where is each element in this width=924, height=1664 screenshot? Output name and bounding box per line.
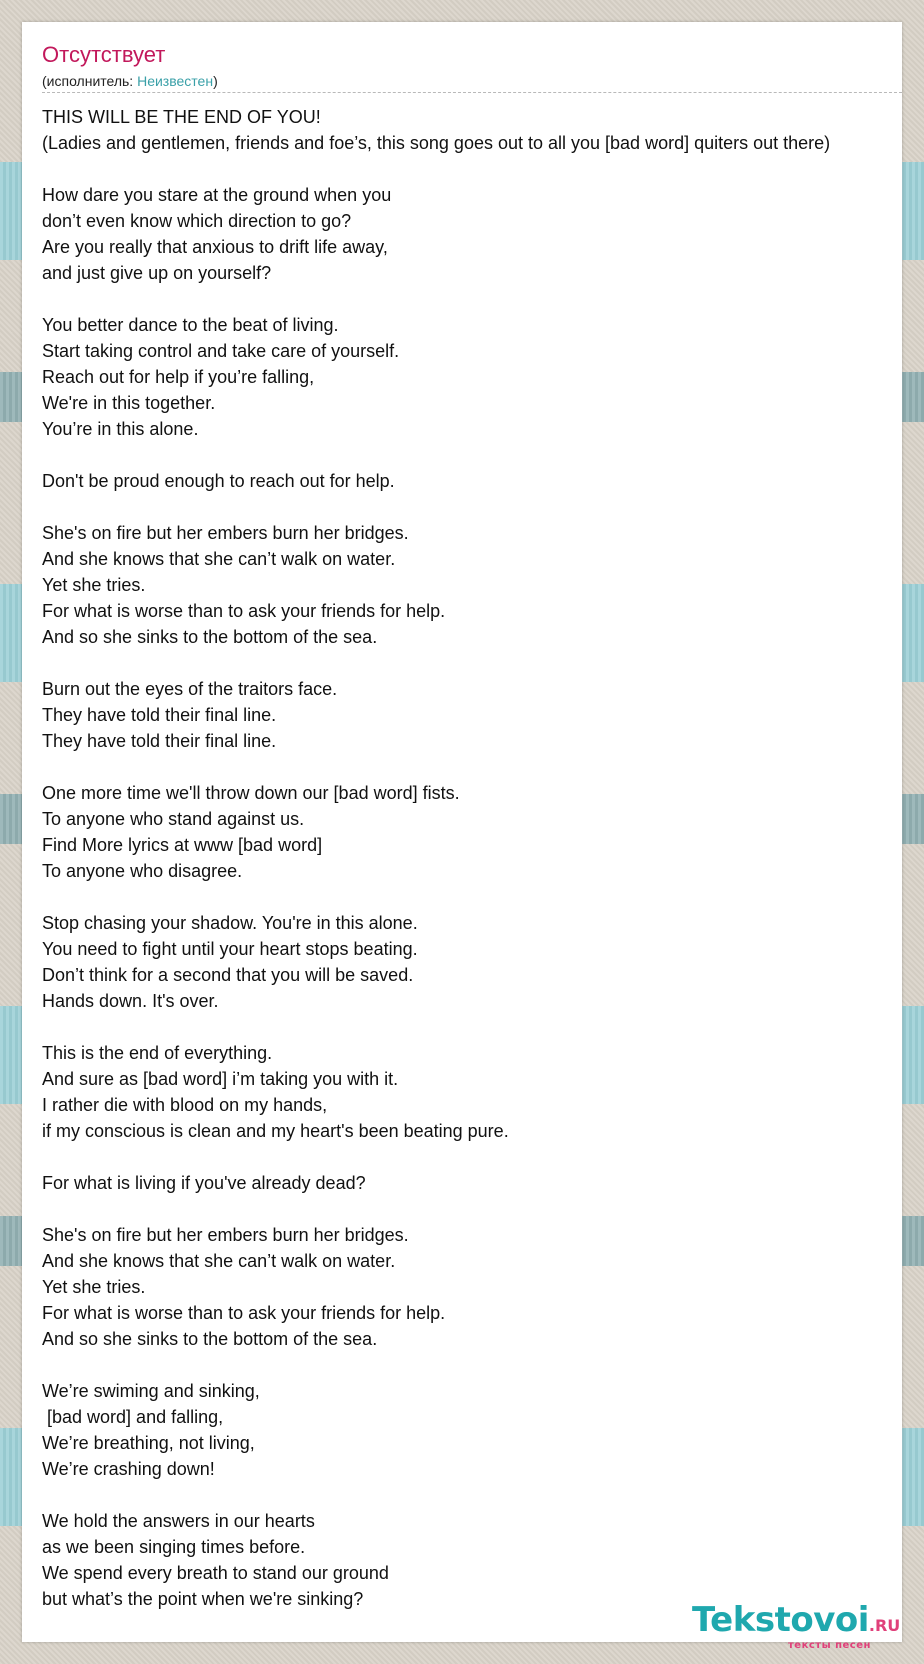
lyric-line: Yet she tries. <box>42 575 146 595</box>
logo-tld: .RU <box>868 1616 901 1635</box>
lyric-line: but what’s the point when we're sinking? <box>42 1589 364 1609</box>
lyric-line: And so she sinks to the bottom of the sea. <box>42 1329 378 1349</box>
lyric-line: We spend every breath to stand our ground <box>42 1563 389 1583</box>
lyric-line: and just give up on yourself? <box>42 263 272 283</box>
lyrics-card <box>22 22 902 1651</box>
logo-name: Tekstovoi <box>692 1600 869 1640</box>
artist-prefix: (исполнитель: <box>42 73 138 89</box>
lyric-line: Stop chasing your shadow. You're in this alone. <box>42 913 418 933</box>
lyric-line: THIS WILL BE THE END OF YOU! <box>42 107 321 127</box>
lyric-line: We're in this together. <box>42 393 216 413</box>
lyric-line <box>42 156 902 182</box>
lyric-line: [bad word] and falling, <box>42 1407 224 1427</box>
lyric-line: as we been singing times before. <box>42 1537 306 1557</box>
lyric-line: And she knows that she can’t walk on water. <box>42 1251 396 1271</box>
lyric-line: We hold the answers in our hearts <box>42 1511 315 1531</box>
artist-link[interactable]: Неизвестен <box>137 73 214 89</box>
lyric-line: Find More lyrics at www [bad word] <box>42 835 323 855</box>
lyric-line: For what is worse than to ask your friends for help. <box>42 1303 446 1323</box>
lyric-line: Are you really that anxious to drift life away, <box>42 237 388 257</box>
lyric-line: This is the end of everything. <box>42 1043 273 1063</box>
lyric-line: And sure as [bad word] i’m taking you with it. <box>42 1069 399 1089</box>
lyric-line: And she knows that she can’t walk on water. <box>42 549 396 569</box>
title-divider <box>42 92 902 93</box>
lyric-line: Yet she tries. <box>42 1277 146 1297</box>
lyric-line <box>42 754 902 780</box>
lyric-line: They have told their final line. <box>42 705 277 725</box>
song-title: Отсутствует <box>42 42 166 67</box>
lyric-line <box>42 1352 902 1378</box>
lyric-line: For what is living if you've already dead? <box>42 1173 366 1193</box>
lyric-line <box>42 884 902 910</box>
lyric-line <box>42 1144 902 1170</box>
lyric-line <box>42 1482 902 1508</box>
lyric-line: We’re crashing down! <box>42 1459 215 1479</box>
lyric-line: You need to fight until your heart stops beating. <box>42 939 418 959</box>
lyric-line: Don't be proud enough to reach out for help. <box>42 471 395 491</box>
artist-line <box>42 73 218 89</box>
logo-tagline: тексты песен <box>788 1640 871 1651</box>
lyric-line <box>42 650 902 676</box>
lyric-line <box>42 1014 902 1040</box>
lyric-line: Start taking control and take care of yourself. <box>42 341 400 361</box>
site-logo[interactable] <box>692 1600 902 1651</box>
artist-suffix: ) <box>213 73 218 89</box>
lyric-line: Don’t think for a second that you will be saved. <box>42 965 414 985</box>
lyric-line: She's on fire but her embers burn her bridges. <box>42 523 409 543</box>
lyric-line: How dare you stare at the ground when you <box>42 185 392 205</box>
lyric-line: Hands down. It's over. <box>42 991 219 1011</box>
lyric-line: if my conscious is clean and my heart's been beating pure. <box>42 1121 509 1141</box>
lyric-line: I rather die with blood on my hands, <box>42 1095 328 1115</box>
lyric-line: To anyone who disagree. <box>42 861 243 881</box>
lyrics-text <box>42 104 902 1612</box>
lyric-line: We’re breathing, not living, <box>42 1433 255 1453</box>
lyric-line: One more time we'll throw down our [bad word] fists. <box>42 783 460 803</box>
lyric-line: You’re in this alone. <box>42 419 199 439</box>
lyric-line: don’t even know which direction to go? <box>42 211 352 231</box>
lyric-line: (Ladies and gentlemen, friends and foe’s, this song goes out to all you [bad word] quiters out there) <box>42 133 831 153</box>
lyric-line: Burn out the eyes of the traitors face. <box>42 679 338 699</box>
lyric-line: For what is worse than to ask your friends for help. <box>42 601 446 621</box>
lyric-line <box>42 1196 902 1222</box>
lyric-line: Reach out for help if you’re falling, <box>42 367 315 387</box>
lyric-line <box>42 286 902 312</box>
lyric-line: And so she sinks to the bottom of the sea. <box>42 627 378 647</box>
lyric-line <box>42 442 902 468</box>
lyric-line: To anyone who stand against us. <box>42 809 305 829</box>
lyric-line: They have told their final line. <box>42 731 277 751</box>
lyric-line: She's on fire but her embers burn her bridges. <box>42 1225 409 1245</box>
lyric-line <box>42 494 902 520</box>
lyric-line: You better dance to the beat of living. <box>42 315 339 335</box>
lyric-line: We’re swiming and sinking, <box>42 1381 260 1401</box>
